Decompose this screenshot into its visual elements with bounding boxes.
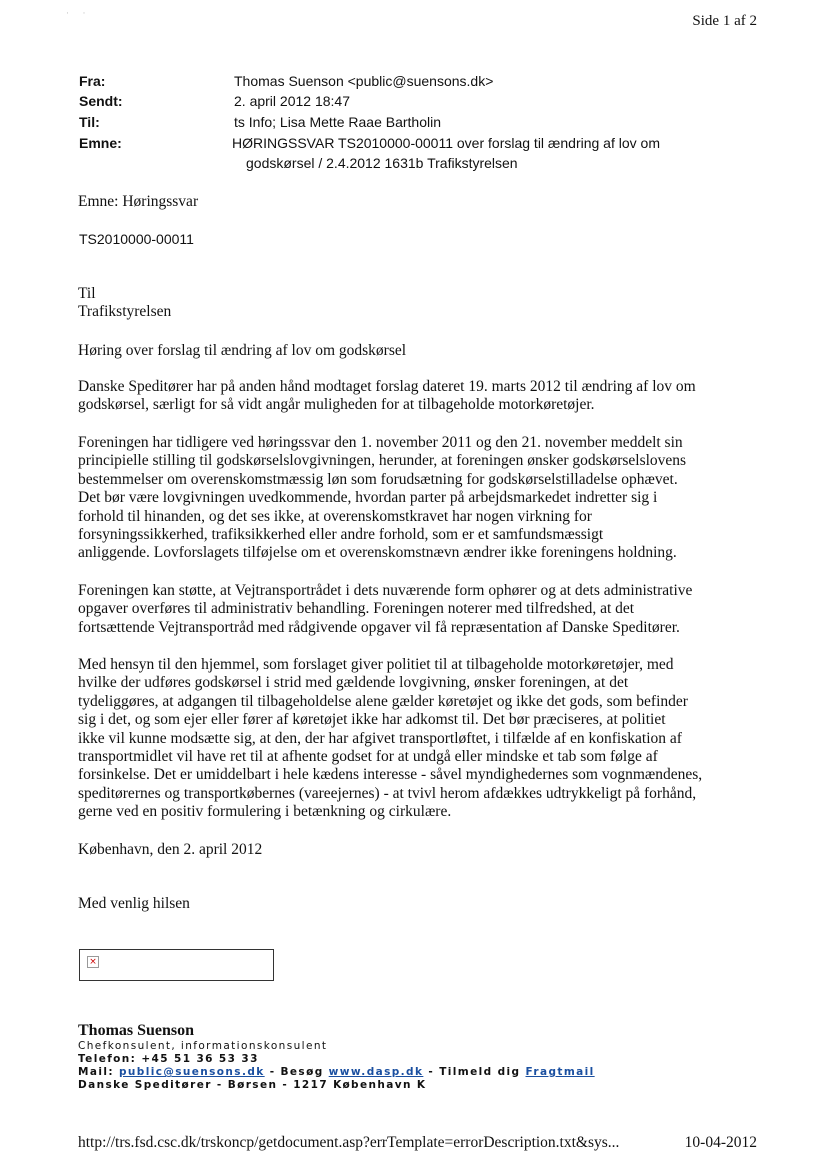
text-line: forhold til hinanden, og det ses ikke, at overenskomstkravet har nogen virkning for [78, 507, 592, 525]
signature-name: Thomas Suenson [78, 1022, 195, 1039]
from-value: Thomas Suenson <public@suensons.dk> [234, 73, 494, 89]
signature-title: Chefkonsulent, informationskonsulent [78, 1040, 328, 1052]
text-line: principielle stilling til godskørselslovgivningen, herunder, at foreningen ønsker godskørselslovens [78, 452, 687, 470]
website-link[interactable]: www.dasp.dk [328, 1066, 424, 1078]
footer-print-date: 10-04-2012 [684, 1134, 757, 1151]
text-line: Foreningen har tidligere ved høringssvar den 1. november 2011 og den 21. november meddelt sin [78, 434, 683, 451]
text-line: bestemmelser om overenskomstmæssig løn som forudsætning for godskørselstilladelse ophævet. [78, 470, 678, 488]
signature-phone: Telefon: +45 51 36 53 33 [78, 1053, 259, 1065]
text-line: speditørernes og transportkøbernes (vareejernes) - at tvivl herom afdækkes udtrykkeligt på forhånd, [78, 784, 697, 802]
text-line: transportmidlet vil have ret til at afhente godset for at undgå eller mindske et tab som følge af [78, 748, 658, 766]
mail-label: Mail: [78, 1066, 119, 1078]
signup-label: - Tilmeld dig [423, 1066, 526, 1078]
visit-label: - Besøg [264, 1066, 329, 1078]
emne-line: Emne: Høringssvar [78, 193, 199, 210]
broken-image-icon: × [87, 956, 99, 968]
letter-heading: Høring over forslag til ændring af lov om godskørsel [78, 342, 407, 359]
place-date: København, den 2. april 2012 [78, 841, 263, 858]
to-label: Til: [79, 114, 100, 130]
paragraph-4 [78, 656, 758, 822]
case-reference: TS2010000-00011 [79, 231, 194, 247]
to-value: ts Info; Lisa Mette Raae Bartholin [234, 114, 441, 130]
scan-artifact: · · [66, 8, 86, 18]
signature-links [78, 1066, 595, 1078]
subject-value: HØRINGSSVAR TS2010000-00011 over forslag til ændring af lov om [232, 135, 660, 151]
sent-label: Sendt: [79, 93, 123, 109]
subject-value-continued: godskørsel / 2.4.2012 1631b Trafikstyrelsen [246, 155, 518, 171]
page-number: Side 1 af 2 [692, 13, 757, 29]
paragraph-2 [78, 434, 758, 563]
fragtmail-link[interactable]: Fragtmail [525, 1066, 595, 1078]
recipient-line: Til [78, 285, 96, 302]
text-line: tydeliggøres, at adgangen til tilbageholdelse alene gælder køretøjet og ikke det gods, som befinder [78, 692, 688, 710]
text-line: Foreningen kan støtte, at Vejtransportrådet i dets nuværende form ophører og at dets administrative [78, 582, 693, 599]
text-line: opgaver overføres til administrativ behandling. Foreningen noterer med tilfredshed, at det [78, 600, 635, 618]
text-line: gerne ved en positiv formulering i betænkning og cirkulære. [78, 803, 452, 821]
text-line: forsyningssikkerhed, trafiksikkerhed eller andre forhold, som er et samfundsmæssigt [78, 526, 604, 544]
from-label: Fra: [79, 73, 106, 89]
text-line: fortsættende Vejtransportråd med rådgivende opgaver vil få repræsentation af Danske Speditører. [78, 618, 680, 636]
closing-greeting: Med venlig hilsen [78, 895, 190, 912]
text-line: hvilke der udføres godskørsel i strid med gældende lovgivning, ønsker foreningen, at det [78, 674, 629, 692]
sent-value: 2. april 2012 18:47 [234, 93, 350, 109]
text-line: ikke vil kunne modsætte sig, at den, der har afgivet transportløftet, i tilfælde af en konfiskation af [78, 729, 682, 747]
text-line: Med hensyn til den hjemmel, som forslaget giver politiet til at tilbageholde motorkøretøjer, med [78, 656, 674, 673]
subject-label: Emne: [79, 135, 122, 151]
text-line: godskørsel, særligt for så vidt angår muligheden for at tilbageholde motorkøretøjer. [78, 396, 595, 414]
recipient-block [78, 285, 758, 322]
text-line: anliggende. Lovforslagets tilføjelse om et overenskomstnævn ændrer ikke foreningens holdning. [78, 544, 677, 562]
recipient-line: Trafikstyrelsen [78, 303, 172, 321]
paragraph-3 [78, 582, 758, 637]
text-line: forsinkelse. Det er umiddelbart i hele kædens interesse - såvel myndighedernes som vognmændenes, [78, 766, 703, 784]
signature-image-placeholder [79, 949, 274, 981]
text-line: sig i det, og som ejer eller fører af køretøjet ikke har adkomst til. Det bør præciseres, at politiet [78, 711, 666, 729]
paragraph-1 [78, 378, 758, 415]
signature-address: Danske Speditører - Børsen - 1217 København K [78, 1079, 427, 1091]
text-line: Det bør være lovgivningen uvedkommende, hvordan parter på arbejdsmarkedet indretter sig i [78, 489, 658, 507]
mail-link[interactable]: public@suensons.dk [119, 1066, 265, 1078]
footer-url: http://trs.fsd.csc.dk/trskoncp/getdocument.asp?errTemplate=errorDescription.txt&sys... [78, 1134, 620, 1151]
text-line: Danske Speditører har på anden hånd modtaget forslag dateret 19. marts 2012 til ændring af lov om [78, 378, 696, 395]
